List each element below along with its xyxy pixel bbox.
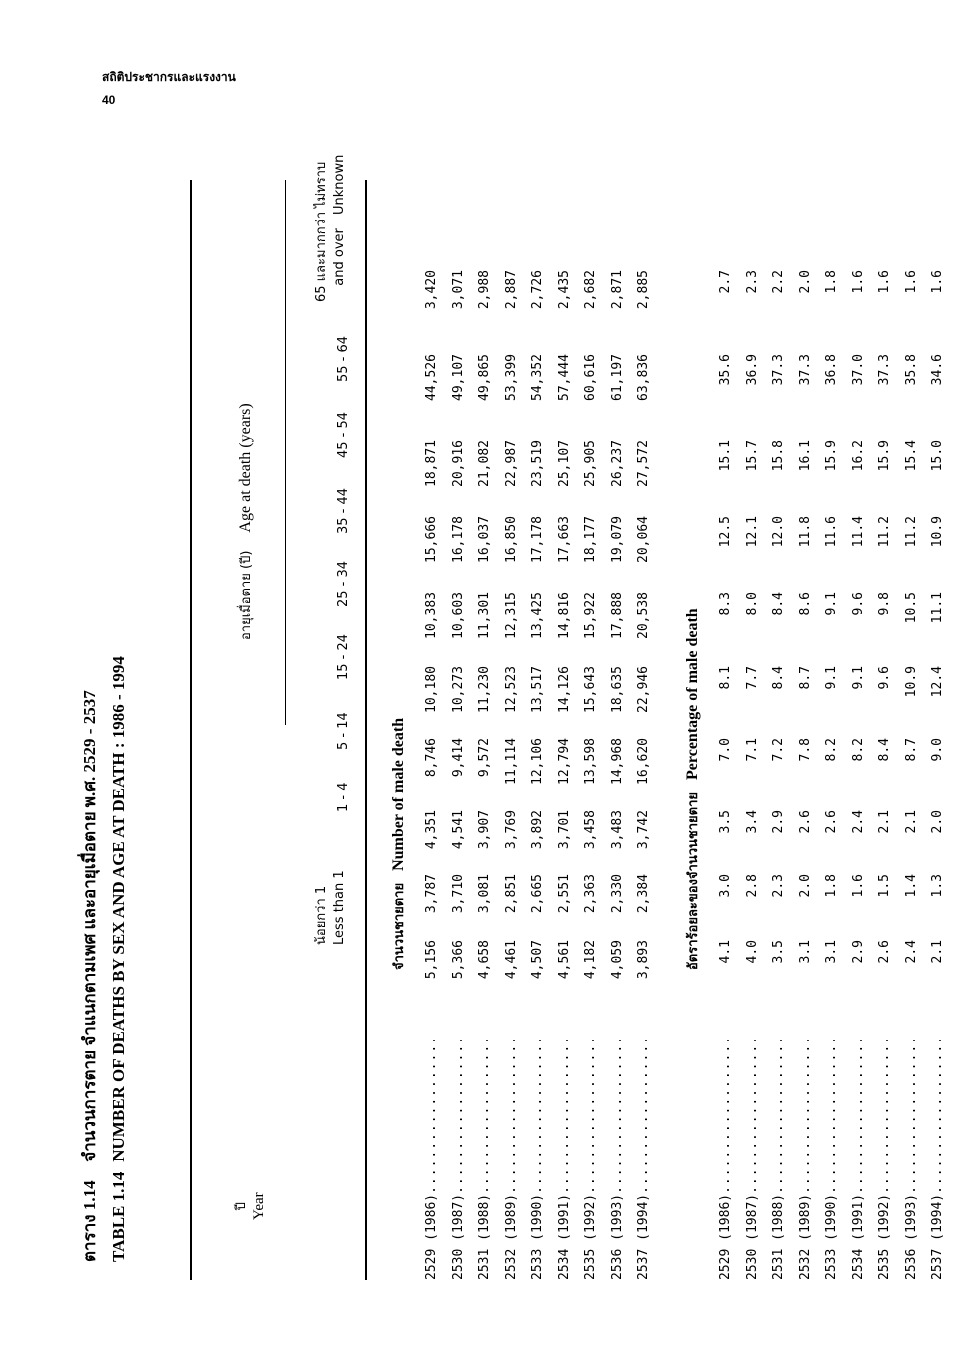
value-cell: 23,519 — [530, 440, 545, 487]
value-cell: 21,082 — [477, 440, 492, 487]
value-cell: 2.0 — [930, 810, 945, 834]
value-cell: 3,458 — [583, 810, 598, 850]
col-header-less-than-1-english: Less than 1 — [332, 870, 347, 945]
table-row — [583, 180, 609, 1280]
year-cell: 2531 (1988) ..... — [477, 1040, 492, 1280]
table-row — [718, 180, 744, 1280]
value-cell: 11.1 — [930, 592, 945, 624]
value-cell: 15.8 — [771, 440, 786, 472]
value-cell: 15,643 — [583, 666, 598, 713]
value-cell: 8.0 — [744, 592, 760, 616]
value-cell: 13,517 — [530, 666, 545, 713]
value-cell: 9,414 — [450, 738, 466, 778]
value-cell: 15,666 — [424, 516, 439, 563]
section-title-percentage-english: Percentage of male death — [684, 608, 701, 780]
value-cell: 11.8 — [797, 516, 813, 548]
value-cell: 9.1 — [824, 666, 839, 690]
value-cell: 34.6 — [930, 354, 945, 386]
col-header-65-english: and over — [332, 228, 347, 286]
table-row — [530, 180, 556, 1280]
table-row — [798, 180, 824, 1280]
value-cell: 8.2 — [850, 738, 866, 762]
value-cell: 2,384 — [636, 874, 651, 914]
value-cell: 54,352 — [530, 354, 545, 401]
value-cell: 2,665 — [530, 874, 545, 914]
value-cell: 4,507 — [530, 940, 545, 980]
col-header-35-44: 35 - 44 — [336, 487, 351, 534]
value-cell: 5,156 — [424, 940, 439, 980]
value-cell: 12,106 — [530, 738, 545, 785]
value-cell: 10.5 — [903, 592, 919, 624]
year-cell: 2532 (1989) ..... — [798, 1040, 813, 1280]
value-cell: 57,444 — [556, 354, 572, 401]
title-thai — [76, 656, 103, 1262]
age-group-header-thai: อายุเมื่อตาย (ปี) — [239, 550, 254, 640]
value-cell: 12.1 — [744, 516, 760, 548]
col-header-less-than-1 — [310, 870, 348, 945]
value-cell: 3,701 — [556, 810, 572, 850]
value-cell: 15.9 — [877, 440, 892, 472]
header-bottom-rule — [365, 180, 367, 1280]
year-header-thai: ปี — [234, 1202, 249, 1211]
value-cell: 19,079 — [609, 516, 625, 563]
title-english-text: NUMBER OF DEATHS BY SEX AND AGE AT DEATH : 1986 - 1994 — [109, 656, 128, 1162]
value-cell: 4,541 — [450, 810, 466, 850]
value-cell: 2.9 — [850, 940, 866, 964]
value-cell: 10.9 — [903, 666, 919, 698]
value-cell: 2,551 — [556, 874, 572, 914]
value-cell: 20,916 — [450, 440, 466, 487]
value-cell: 11.6 — [824, 516, 839, 548]
col-header-less-than-1-thai: น้อยกว่า 1 — [314, 885, 329, 945]
value-cell: 8.6 — [797, 592, 813, 616]
section-title-percentage-thai: อัตราร้อยละของจำนวนชายตาย — [686, 791, 701, 970]
year-cell: 2534 (1991) ..... — [557, 1040, 572, 1280]
value-cell: 26,237 — [609, 440, 625, 487]
value-cell: 15.0 — [930, 440, 945, 472]
table-title — [76, 656, 135, 1262]
value-cell: 2,363 — [583, 874, 598, 914]
col-header-15-24: 15 - 24 — [336, 633, 351, 680]
value-cell: 18,871 — [424, 440, 439, 487]
year-cell: 2530 (1987) ..... — [451, 1040, 466, 1280]
value-cell: 2.1 — [930, 940, 945, 964]
value-cell: 35.8 — [903, 354, 919, 386]
year-cell: 2535 (1992) ..... — [583, 1040, 598, 1280]
section-title-percentage — [682, 608, 703, 970]
value-cell: 4,059 — [609, 940, 625, 980]
year-cell: 2534 (1991) ..... — [851, 1040, 866, 1280]
value-cell: 8.4 — [771, 592, 786, 616]
value-cell: 2.2 — [771, 270, 786, 294]
title-english — [109, 656, 129, 1262]
value-cell: 8.2 — [824, 738, 839, 762]
value-cell: 37.3 — [771, 354, 786, 386]
value-cell: 8.7 — [903, 738, 919, 762]
year-header — [230, 1192, 268, 1220]
value-cell: 8.1 — [718, 666, 733, 690]
value-cell: 1.4 — [903, 874, 919, 898]
year-header-english: Year — [251, 1192, 267, 1220]
value-cell: 3,081 — [477, 874, 492, 914]
value-cell: 2.8 — [744, 874, 760, 898]
table-row — [824, 180, 850, 1280]
value-cell: 17,888 — [609, 592, 625, 639]
value-cell: 36.8 — [824, 354, 839, 386]
value-cell: 1.6 — [850, 270, 866, 294]
year-cell: 2537 (1994) ..... — [636, 1040, 651, 1280]
value-cell: 18,177 — [583, 516, 598, 563]
value-cell: 3,892 — [530, 810, 545, 850]
table-row — [451, 180, 477, 1280]
value-cell: 15.7 — [744, 440, 760, 472]
year-cell: 2536 (1993) ..... — [904, 1040, 919, 1280]
col-header-65-thai: 65 และมากกว่า — [314, 211, 329, 302]
value-cell: 14,816 — [556, 592, 572, 639]
value-cell: 2.6 — [877, 940, 892, 964]
value-cell: 13,425 — [530, 592, 545, 639]
value-cell: 2.1 — [903, 810, 919, 834]
value-cell: 49,107 — [450, 354, 466, 401]
value-cell: 1.5 — [877, 874, 892, 898]
year-cell: 2536 (1993) ..... — [610, 1040, 625, 1280]
value-cell: 9.1 — [850, 666, 866, 690]
value-cell: 1.8 — [824, 874, 839, 898]
value-cell: 4,182 — [583, 940, 598, 980]
value-cell: 16,037 — [477, 516, 492, 563]
year-cell: 2537 (1994) ..... — [930, 1040, 945, 1280]
value-cell: 3.1 — [824, 940, 839, 964]
value-cell: 11,301 — [477, 592, 492, 639]
table-row — [851, 180, 877, 1280]
publication-title: สถิติประชากรและแรงงาน — [102, 70, 236, 84]
value-cell: 16,850 — [503, 516, 519, 563]
value-cell: 12,315 — [503, 592, 519, 639]
value-cell: 16.2 — [850, 440, 866, 472]
table-row — [904, 180, 930, 1280]
value-cell: 7.0 — [718, 738, 733, 762]
year-cell: 2530 (1987) ..... — [745, 1040, 760, 1280]
value-cell: 3,907 — [477, 810, 492, 850]
value-cell: 16,620 — [636, 738, 651, 785]
value-cell: 2,330 — [609, 874, 625, 914]
value-cell: 17,663 — [556, 516, 572, 563]
section-title-male-deaths-english: Number of male death — [390, 717, 407, 871]
table-row — [424, 180, 450, 1280]
value-cell: 61,197 — [609, 354, 625, 401]
section-title-male-deaths-thai: จำนวนชายตาย — [392, 882, 407, 970]
value-cell: 35.6 — [718, 354, 733, 386]
value-cell: 3.5 — [771, 940, 786, 964]
value-cell: 4.0 — [744, 940, 760, 964]
value-cell: 1.6 — [877, 270, 892, 294]
value-cell: 2,682 — [583, 270, 598, 310]
col-header-45-54: 45 - 54 — [336, 411, 351, 458]
value-cell: 2.7 — [718, 270, 733, 294]
value-cell: 7.1 — [744, 738, 760, 762]
value-cell: 2.9 — [771, 810, 786, 834]
value-cell: 27,572 — [636, 440, 651, 487]
col-header-unknown-thai: ไม่ทราบ — [314, 161, 329, 208]
value-cell: 11.4 — [850, 516, 866, 548]
value-cell: 4,351 — [424, 810, 439, 850]
value-cell: 3,483 — [609, 810, 625, 850]
value-cell: 2.6 — [824, 810, 839, 834]
table-row — [477, 180, 503, 1280]
value-cell: 3.0 — [718, 874, 733, 898]
value-cell: 15.1 — [718, 440, 733, 472]
value-cell: 18,635 — [609, 666, 625, 713]
col-header-1-4: 1 - 4 — [336, 782, 351, 812]
value-cell: 8.4 — [771, 666, 786, 690]
value-cell: 4,658 — [477, 940, 492, 980]
value-cell: 2,871 — [609, 270, 625, 310]
value-cell: 4.1 — [718, 940, 733, 964]
title-thai-text: จำนวนการตาย จำแนกตามเพศ และอายุเมื่อตาย พ.ศ. 2529 - 2537 — [80, 690, 99, 1162]
value-cell: 16,178 — [450, 516, 466, 563]
value-cell: 37.0 — [850, 354, 866, 386]
value-cell: 3,710 — [450, 874, 466, 914]
title-english-label: TABLE 1.14 — [109, 1171, 128, 1262]
page-number: 40 — [102, 92, 116, 107]
year-cell: 2529 (1986) ..... — [718, 1040, 733, 1280]
value-cell: 3,742 — [636, 810, 651, 850]
col-header-25-34: 25 - 34 — [336, 560, 351, 607]
value-cell: 49,865 — [477, 354, 492, 401]
value-cell: 2.3 — [771, 874, 786, 898]
value-cell: 3,769 — [503, 810, 519, 850]
table-row — [610, 180, 636, 1280]
value-cell: 17,178 — [530, 516, 545, 563]
value-cell: 15.4 — [903, 440, 919, 472]
value-cell: 11.2 — [903, 516, 919, 548]
value-cell: 3.1 — [797, 940, 813, 964]
age-group-header — [235, 403, 256, 640]
value-cell: 63,836 — [636, 354, 651, 401]
value-cell: 2,885 — [636, 270, 651, 310]
value-cell: 13,598 — [583, 738, 598, 785]
value-cell: 44,526 — [424, 354, 439, 401]
value-cell: 2.0 — [797, 874, 813, 898]
value-cell: 36.9 — [744, 354, 760, 386]
value-cell: 11.2 — [877, 516, 892, 548]
table-row — [557, 180, 583, 1280]
value-cell: 9.0 — [930, 738, 945, 762]
value-cell: 10,383 — [424, 592, 439, 639]
rotated-table-page — [70, 70, 945, 1280]
value-cell: 3,787 — [424, 874, 439, 914]
section-title-male-deaths — [388, 718, 409, 970]
table-row — [636, 180, 662, 1280]
value-cell: 11,114 — [503, 738, 519, 785]
value-cell: 12.0 — [771, 516, 786, 548]
col-header-5-14: 5 - 14 — [336, 712, 351, 750]
value-cell: 14,968 — [609, 738, 625, 785]
value-cell: 60,616 — [583, 354, 598, 401]
year-cell: 2535 (1992) ..... — [877, 1040, 892, 1280]
value-cell: 37.3 — [797, 354, 813, 386]
value-cell: 3,420 — [424, 270, 439, 310]
table-row — [771, 180, 797, 1280]
value-cell: 2,851 — [503, 874, 519, 914]
value-cell: 3,893 — [636, 940, 651, 980]
value-cell: 37.3 — [877, 354, 892, 386]
value-cell: 1.6 — [930, 270, 945, 294]
value-cell: 4,561 — [556, 940, 572, 980]
table-row — [504, 180, 530, 1280]
value-cell: 9,572 — [477, 738, 492, 778]
value-cell: 9.6 — [850, 592, 866, 616]
year-cell: 2531 (1988) ..... — [771, 1040, 786, 1280]
age-group-rule — [285, 180, 286, 725]
value-cell: 1.6 — [903, 270, 919, 294]
value-cell: 22,987 — [503, 440, 519, 487]
value-cell: 2,988 — [477, 270, 492, 310]
value-cell: 8.3 — [718, 592, 733, 616]
value-cell: 10.9 — [930, 516, 945, 548]
year-cell: 2533 (1990) ..... — [824, 1040, 839, 1280]
header-top-rule — [190, 180, 192, 1280]
value-cell: 1.6 — [850, 874, 866, 898]
year-cell: 2529 (1986) ..... — [424, 1040, 439, 1280]
value-cell: 2,887 — [503, 270, 519, 310]
value-cell: 2.6 — [797, 810, 813, 834]
year-cell: 2533 (1990) ..... — [530, 1040, 545, 1280]
col-header-55-64: 55 - 64 — [336, 335, 351, 382]
value-cell: 7.7 — [744, 666, 760, 690]
value-cell: 5,366 — [450, 940, 466, 980]
value-cell: 8.7 — [797, 666, 813, 690]
value-cell: 2,726 — [530, 270, 545, 310]
value-cell: 15,922 — [583, 592, 598, 639]
value-cell: 20,538 — [636, 592, 651, 639]
col-header-unknown — [310, 155, 348, 215]
value-cell: 16.1 — [797, 440, 813, 472]
value-cell: 25,107 — [556, 440, 572, 487]
value-cell: 2.1 — [877, 810, 892, 834]
value-cell: 9.6 — [877, 666, 892, 690]
value-cell: 2.4 — [850, 810, 866, 834]
value-cell: 3.4 — [744, 810, 760, 834]
value-cell: 53,399 — [503, 354, 519, 401]
value-cell: 7.8 — [797, 738, 813, 762]
value-cell: 4,461 — [503, 940, 519, 980]
table-row — [877, 180, 903, 1280]
value-cell: 12,523 — [503, 666, 519, 713]
value-cell: 15.9 — [824, 440, 839, 472]
value-cell: 12.5 — [718, 516, 733, 548]
value-cell: 11,230 — [477, 666, 492, 713]
value-cell: 12.4 — [930, 666, 945, 698]
value-cell: 2,435 — [556, 270, 572, 310]
value-cell: 1.8 — [824, 270, 839, 294]
table-row — [745, 180, 771, 1280]
value-cell: 14,126 — [556, 666, 572, 713]
value-cell: 9.8 — [877, 592, 892, 616]
value-cell: 8.4 — [877, 738, 892, 762]
value-cell: 25,905 — [583, 440, 598, 487]
value-cell: 10,273 — [450, 666, 466, 713]
value-cell: 2.3 — [744, 270, 760, 294]
value-cell: 10,603 — [450, 592, 466, 639]
value-cell: 2.0 — [797, 270, 813, 294]
value-cell: 10,180 — [424, 666, 439, 713]
value-cell: 1.3 — [930, 874, 945, 898]
col-header-65-and-over — [310, 212, 348, 302]
value-cell: 2.4 — [903, 940, 919, 964]
value-cell: 22,946 — [636, 666, 651, 713]
value-cell: 8,746 — [424, 738, 439, 778]
age-group-header-english: Age at death (years) — [237, 403, 254, 533]
value-cell: 9.1 — [824, 592, 839, 616]
value-cell: 7.2 — [771, 738, 786, 762]
value-cell: 3,071 — [450, 270, 466, 310]
value-cell: 12,794 — [556, 738, 572, 785]
title-thai-label: ตาราง 1.14 — [80, 1180, 99, 1262]
table-row — [930, 180, 956, 1280]
value-cell: 20,064 — [636, 516, 651, 563]
year-cell: 2532 (1989) ..... — [504, 1040, 519, 1280]
col-header-unknown-english: Unknown — [332, 154, 347, 215]
value-cell: 3.5 — [718, 810, 733, 834]
